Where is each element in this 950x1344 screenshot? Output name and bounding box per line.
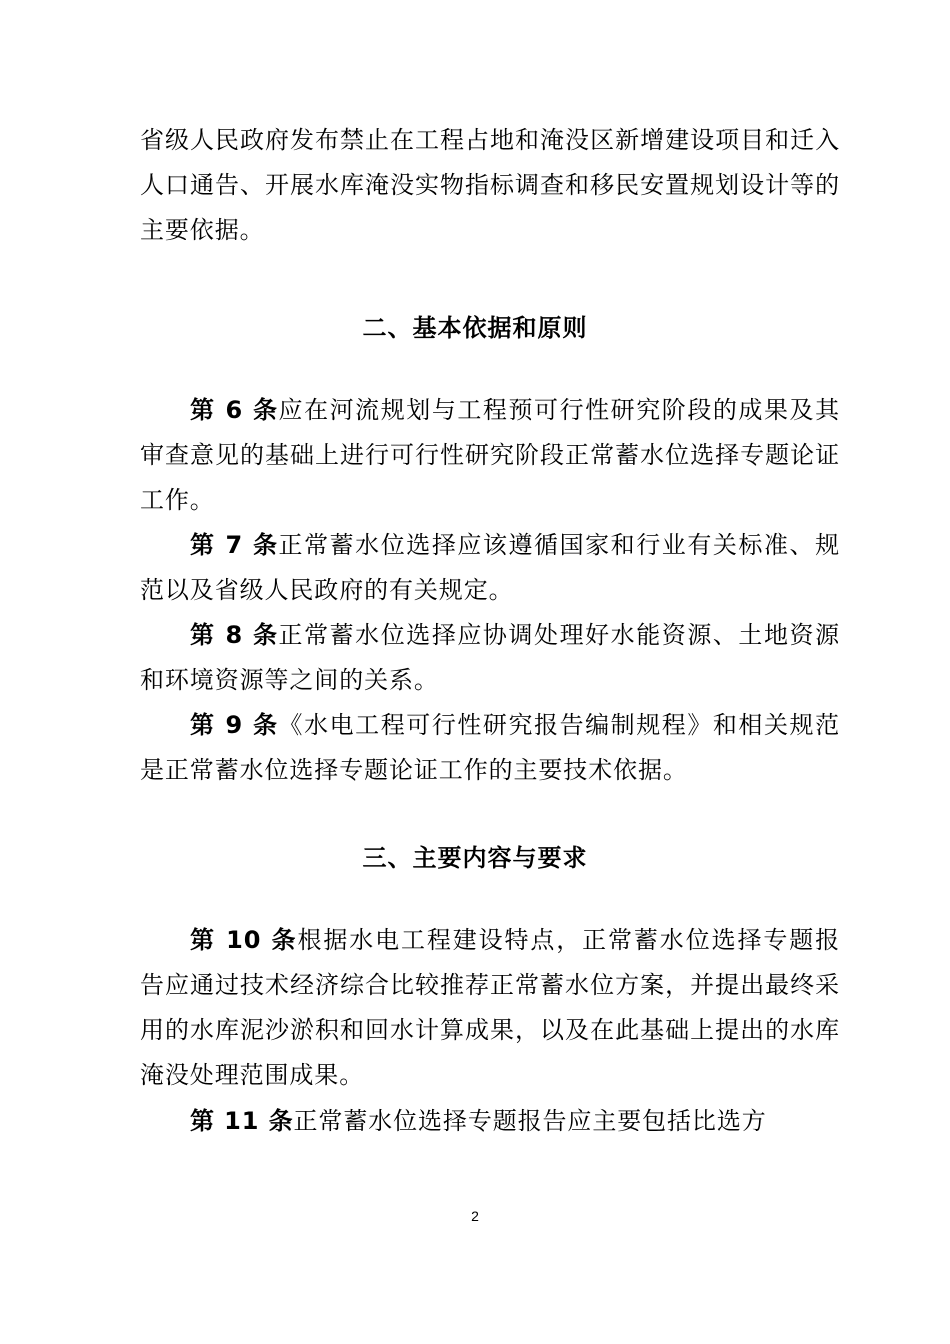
article-11 (140, 1099, 840, 1144)
article-text: 《水电工程可行性研究报告编制规程》和相关规范是正常蓄水位选择专题论证工作的主要技术依据。 (140, 711, 840, 784)
article-number: 第 7 条 (190, 531, 279, 559)
article-number: 第 11 条 (190, 1107, 294, 1135)
page-number: 2 (471, 1208, 479, 1224)
article-text: 应在河流规划与工程预可行性研究阶段的成果及其审查意见的基础上进行可行性研究阶段正常蓄水位选择专题论证工作。 (140, 396, 840, 514)
article-text: 根据水电工程建设特点，正常蓄水位选择专题报告应通过技术经济综合比较推荐正常蓄水位方案，并提出最终采用的水库泥沙淤积和回水计算成果，以及在此基础上提出的水库淹没处理范围成果。 (140, 926, 840, 1089)
section-heading-content: 三、主要内容与要求 (362, 844, 588, 872)
article-number: 第 8 条 (190, 621, 279, 649)
article-text: 正常蓄水位选择应该遵循国家和行业有关标准、规范以及省级人民政府的有关规定。 (140, 531, 840, 604)
section-heading-basis: 二、基本依据和原则 (362, 314, 588, 342)
continuation-paragraph: 省级人民政府发布禁止在工程占地和淹没区新增建设项目和迁入人口通告、开展水库淹没实物指标调查和移民安置规划设计等的主要依据。 (140, 126, 840, 244)
article-9 (140, 703, 840, 793)
article-8 (140, 613, 840, 703)
article-7 (140, 523, 840, 613)
article-text: 正常蓄水位选择应协调处理好水能资源、土地资源和环境资源等之间的关系。 (140, 621, 840, 694)
article-text: 正常蓄水位选择专题报告应主要包括比选方 (293, 1107, 767, 1135)
article-10 (140, 918, 840, 1098)
article-number: 第 6 条 (190, 396, 279, 424)
article-6 (140, 388, 840, 523)
article-number: 第 9 条 (190, 711, 279, 739)
article-number: 第 10 条 (190, 926, 298, 954)
